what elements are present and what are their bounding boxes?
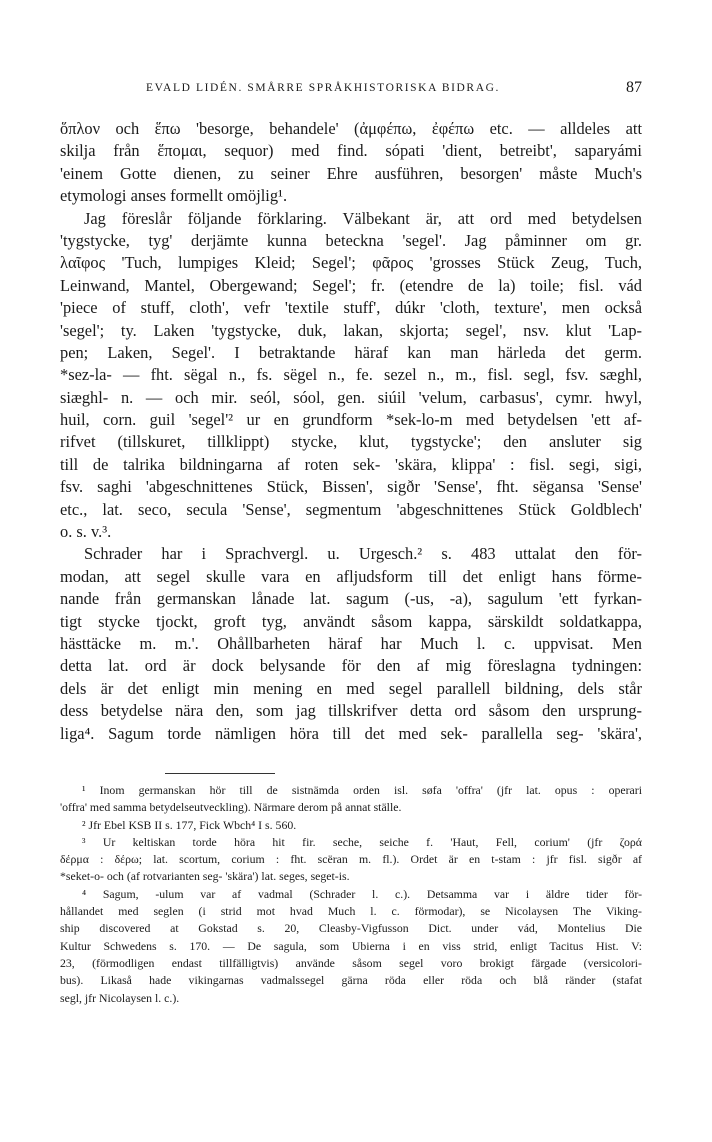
body-line: pen; Laken, Segel'. I betraktande häraf kan man härleda det germ.: [60, 342, 642, 362]
body-line: till de talrika bildningarna af roten sek- 'skära, klippa' : fisl. segi, sigi,: [60, 454, 642, 474]
footnote-line: ⁴ Sagum, -ulum var af vadmal (Schrader l. c.). Detsamma var i äldre tider för-: [82, 886, 642, 901]
body-line: dess betydelse nära den, som jag tillskrifver detta ord såsom den ursprung-: [60, 701, 642, 721]
body-line: 'piece of stuff, cloth', vefr 'textile stuff', dúkr 'cloth, texture', men också: [60, 298, 642, 318]
footnote-line: ³ Ur keltiskan torde höra hit fir. seche, seiche f. 'Haut, Fell, corium' (jfr ζορά: [82, 834, 642, 849]
footnote-line: 23, (förmodligen endast tillfälligtvis) använde såsom segel voro brokigt färgade (versicolori-: [60, 955, 642, 970]
body-line: λαῖφος 'Tuch, lumpiges Kleid; Segel'; φᾶρος 'grosses Stück Zeug, Tuch,: [60, 253, 642, 273]
footnote-line: ¹ Inom germanskan hör till de sistnämda orden isl. søfa 'offra' (jfr lat. opus : operari: [82, 783, 642, 797]
body-line: detta lat. ord är dock belysande för den af mig föreslagna tydningen:: [60, 656, 642, 676]
body-line: huil, corn. guil 'segel'² ur en grundform *sek-lo-m med betydelsen 'ett af-: [60, 410, 642, 430]
body-line: o. s. v.³.: [60, 522, 112, 542]
page-number: 87: [626, 79, 642, 96]
body-line: dels är det enligt min mening en med segel parallell bildning, dels står: [60, 678, 642, 698]
body-line: Jag föreslår följande förklaring. Välbekant är, att ord med betydelsen: [84, 208, 642, 228]
body-line: modan, att segel skulle vara en afljudsform till det enligt hans förme-: [60, 566, 642, 586]
body-line: Schrader har i Sprachvergl. u. Urgesch.² s. 483 uttalat den för-: [84, 544, 642, 564]
footnote-line: 'offra' med samma betydelseutveckling). Närmare derom på annat ställe.: [60, 800, 402, 815]
body-line: fsv. saghi 'abgeschnittenes Stück, Bissen', sigðr 'Sense', fht. sëgansa 'Sense': [60, 477, 642, 497]
footnotes: [60, 782, 642, 1007]
body-line: 'tygstycke, tyg' derjämte kunna beteckna 'segel'. Jag påminner om gr.: [60, 230, 642, 250]
body-line: etc., lat. seco, secula 'Sense', segmentum 'abgeschnittenes Stück Goldblech': [60, 499, 642, 519]
body-line: 'segel'; ty. Laken 'tygstycke, duk, lakan, skjorta; segel', nsv. klut 'Lap-: [60, 320, 642, 340]
footnote-line: hållandet med seglen (i strid mot hvad Much l. c. förmodar), se Nicolaysen The Viking-: [60, 904, 642, 919]
footnote-line: δέρμα : δέρω; lat. scortum, corium : fht. scëran m. fl.). Ordet är en t-stam : jfr fisl. sigðr af: [60, 852, 642, 867]
body-line: hästtäcke m. m.'. Ohållbarheten häraf har Much l. c. uppvisat. Men: [60, 633, 642, 653]
body-line: ὅπλον och ἕπω 'besorge, behandele' (ἀμφέπω, ἐφέπω etc. — alldeles att: [60, 119, 642, 138]
body-line: 'einem Gotte dienen, zu seiner Ehre ausführen, besorgen' måste Much's: [60, 163, 642, 183]
body-text: [60, 118, 642, 745]
body-line: liga⁴. Sagum torde nämligen höra till det med sek- parallella seg- 'skära',: [60, 723, 642, 743]
running-head: EVALD LIDÉN. SMÅRRE SPRÅKHISTORISKA BIDRAG.: [146, 82, 500, 94]
footnote-line: bus). Likaså hade vikingarnas vadmalssegel gärna röda eller röda och blå ränder (stafat: [60, 973, 642, 988]
body-line: skilja från ἕπομαι, sequor) med find. sópati 'dient, betreibt', saparyámi: [60, 141, 642, 161]
body-line: nande från germanskan lånade lat. sagum (-us, -a), sagulum 'ett fyrkan-: [60, 589, 642, 609]
body-line: tigt stycke tjockt, groft tyg, användt såsom kappa, särskildt soldatkappa,: [60, 611, 642, 631]
body-line: *sez-la- — fht. sëgal n., fs. sëgel n., fe. sezel n., m., fisl. segl, fsv. sæghl,: [60, 365, 642, 385]
body-line: siæghl- n. — och mir. seól, sóol, gen. siúil 'velum, carbasus', cymr. hwyl,: [60, 387, 642, 407]
footnote-line: ship discovered at Gokstad s. 20, Cleasby-Vigfusson Dict. under vád, Montelius Die: [60, 921, 642, 936]
footnote-line: Kultur Schwedens s. 170. — De sagula, som Ubierna i en viss strid, enligt Tacitus Hist. V:: [60, 938, 642, 953]
body-line: Leinwand, Mantel, Obergewand; Segel'; fr. (etendre de la) toile; fisl. vád: [60, 275, 642, 295]
footnote-line: ² Jfr Ebel KSB II s. 177, Fick Wbch⁴ I s. 560.: [82, 817, 297, 832]
body-line: etymologi anses formellt omöjlig¹.: [60, 186, 288, 206]
body-line: rifvet (tillskuret, tillklippt) stycke, klut, tygstycke'; den ansluter sig: [60, 432, 642, 452]
page-header: [60, 79, 642, 102]
footnote-line: segl, jfr Nicolaysen l. c.).: [60, 990, 180, 1005]
footnote-line: *seket-o- och (af rotvarianten seg- 'skära') lat. seges, seget-is.: [60, 869, 350, 884]
footnote-divider: [165, 773, 275, 774]
